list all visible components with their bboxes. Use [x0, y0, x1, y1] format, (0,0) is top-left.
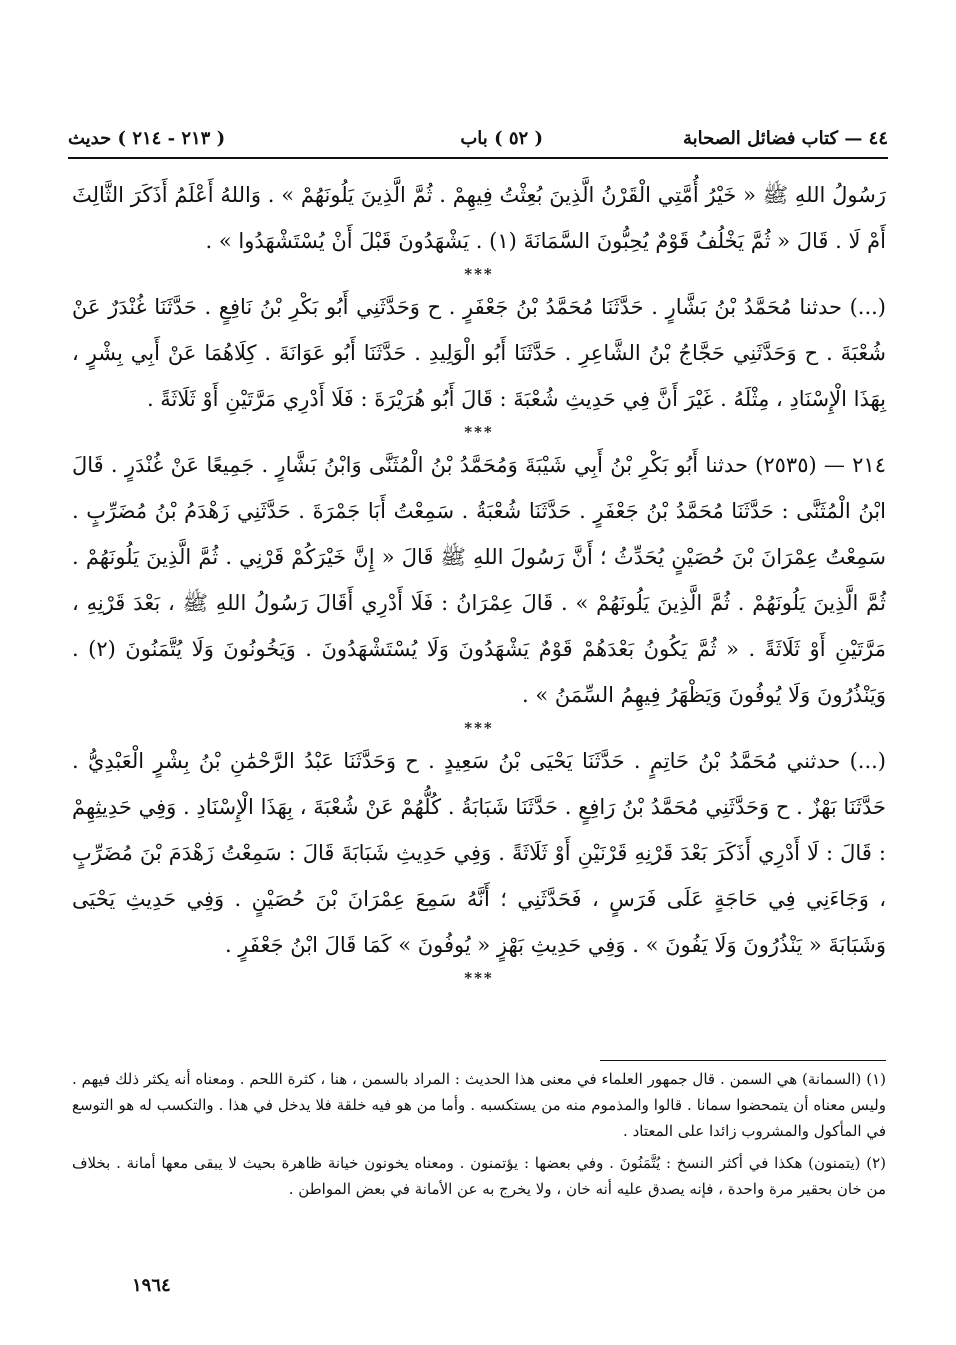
running-header [68, 124, 888, 158]
footnote-2: (٢) (يتمنون) هكذا في أكثر النسخ : يُتَّمَنُونَ . وفي بعضها : يؤتمنون . ومعناه يخونون خيانة ظاهرة بحيث لا يبقى معها أمانة . بخلاف من خان بحقير مرة واحدة ، فإنه يصدق عليه أنه خان ، ولا يخرج به عن الأمانة في بعض المواطن . [72, 1154, 886, 1198]
main-text [72, 172, 886, 988]
chapter-label: ( ٥٢ ) باب [460, 128, 543, 149]
page-number: ١٩٦٤ [132, 1275, 171, 1296]
section-divider: *** [464, 265, 494, 283]
footnote-rule [600, 1060, 886, 1061]
footnotes [72, 1066, 886, 1208]
section-divider: *** [464, 719, 494, 737]
paragraph-3-hadith-214: ٢١٤ — (٢٥٣٥) حدثنا أَبُو بَكْرِ بْنُ أَبِي شَيْبَةَ وَمُحَمَّدُ بْنُ الْمُثَنَّى وَابْنُ بَشَّارٍ . جَمِيعًا عَنْ غُنْدَرٍ . قَالَ ابْنُ الْمُثَنَّى : حَدَّثَنَا مُحَمَّدُ بْنُ جَعْفَرٍ . حَدَّثَنَا شُعْبَةُ . سَمِعْتُ أَبَا جَمْرَةَ . حَدَّثَنِي زَهْدَمُ بْنُ مُضَرِّبٍ . سَمِعْتُ عِمْرَانَ بْنَ حُصَيْنٍ يُحَدِّثُ ؛ أَنَّ رَسُولَ اللهِ ﷺ قَالَ « إِنَّ خَيْرَكُمْ قَرْنِي . ثُمَّ الَّذِينَ يَلُونَهُمْ . ثُمَّ الَّذِينَ يَلُونَهُمْ . ثُمَّ الَّذِينَ يَلُونَهُمْ » . قَالَ عِمْرَانُ : فَلَا أَدْرِي أَقَالَ رَسُولُ اللهِ ﷺ ، بَعْدَ قَرْنِهِ ، مَرَّتَيْنِ أَوْ ثَلَاثَةً . « ثُمَّ يَكُونُ بَعْدَهُمْ قَوْمٌ يَشْهَدُونَ وَلَا يُسْتَشْهَدُونَ . وَيَخُونُونَ وَلَا يُتَّمَنُونَ (٢) . وَيَنْذُرُونَ وَلَا يُوفُونَ وَيَظْهَرُ فِيهِمُ السِّمَنُ » . [72, 453, 887, 707]
paragraph-2: (...) حدثنا مُحَمَّدُ بْنُ بَشَّارٍ . حَدَّثَنَا مُحَمَّدُ بْنُ جَعْفَرٍ . ح وَحَدَّثَنِي أَبُو بَكْرِ بْنُ نَافِعٍ . حَدَّثَنَا غُنْدَرٌ عَنْ شُعْبَةَ . ح وَحَدَّثَنِي حَجَّاجُ بْنُ الشَّاعِرِ . حَدَّثَنَا أَبُو الْوَلِيدِ . حَدَّثَنَا أَبُو عَوَانَةَ . كِلَاهُمَا عَنْ أَبِي بِشْرٍ ، بِهَذَا الْإِسْنَادِ ، مِثْلَهُ . غَيْرَ أَنَّ فِي حَدِيثِ شُعْبَةَ : قَالَ أَبُو هُرَيْرَةَ : فَلَا أَدْرِي مَرَّتَيْنِ أَوْ ثَلَاثَةً . [72, 295, 886, 411]
header-rule [68, 157, 888, 159]
footnote-1: (١) (السمانة) هي السمن . قال جمهور العلماء في معنى هذا الحديث : المراد بالسمن ، هنا ، كثرة اللحم . ومعناه أنه يكثر ذلك فيهم . وليس معناه أن يتمحضوا سمانا . قالوا والمذموم منه من يستكسبه . وأما من هو فيه خلقة فلا يدخل في هذا . والتكسب له هو التوسع في المأكول والمشروب زائدا على المعتاد . [72, 1070, 886, 1140]
section-divider: *** [464, 969, 494, 987]
hadith-range: ( ٢١٣ - ٢١٤ ) حديث [68, 128, 226, 149]
book-title: ٤٤ — كتاب فضائل الصحابة [682, 128, 888, 149]
paragraph-4: (...) حدثني مُحَمَّدُ بْنُ حَاتِمٍ . حَدَّثَنَا يَحْيَى بْنُ سَعِيدٍ . ح وَحَدَّثَنَا عَبْدُ الرَّحْمَٰنِ بْنُ بِشْرٍ الْعَبْدِيُّ . حَدَّثَنَا بَهْزٌ . ح وَحَدَّثَنِي مُحَمَّدُ بْنُ رَافِعٍ . حَدَّثَنَا شَبَابَةُ . كُلُّهُمْ عَنْ شُعْبَةَ ، بِهَذَا الْإِسْنَادِ . وَفِي حَدِيثِهِمْ : قَالَ : لَا أَدْرِي أَذَكَرَ بَعْدَ قَرْنِهِ قَرْنَيْنِ أَوْ ثَلَاثَةً . وَفِي حَدِيثِ شَبَابَةَ قَالَ : سَمِعْتُ زَهْدَمَ بْنَ مُضَرِّبٍ ، وَجَاءَنِي فِي حَاجَةٍ عَلَى فَرَسٍ ، فَحَدَّثَنِي ؛ أَنَّهُ سَمِعَ عِمْرَانَ بْنَ حُصَيْنٍ . وَفِي حَدِيثِ يَحْيَى وَشَبَابَةَ « يَنْذُرُونَ وَلَا يَفُونَ » . وَفِي حَدِيثِ بَهْزٍ « يُوفُونَ » كَمَا قَالَ ابْنُ جَعْفَرٍ . [72, 749, 886, 957]
paragraph-1: رَسُولُ اللهِ ﷺ « خَيْرُ أُمَّتِي الْقَرْنُ الَّذِينَ بُعِثْتُ فِيهِمْ . ثُمَّ الَّذِينَ يَلُونَهُمْ » . وَاللهُ أَعْلَمُ أَذَكَرَ الثَّالِثَ أَمْ لَا . قَالَ « ثُمَّ يَخْلُفُ قَوْمٌ يُحِبُّونَ السَّمَانَةَ (١) . يَشْهَدُونَ قَبْلَ أَنْ يُسْتَشْهَدُوا » . [72, 183, 886, 253]
section-divider: *** [464, 423, 494, 441]
